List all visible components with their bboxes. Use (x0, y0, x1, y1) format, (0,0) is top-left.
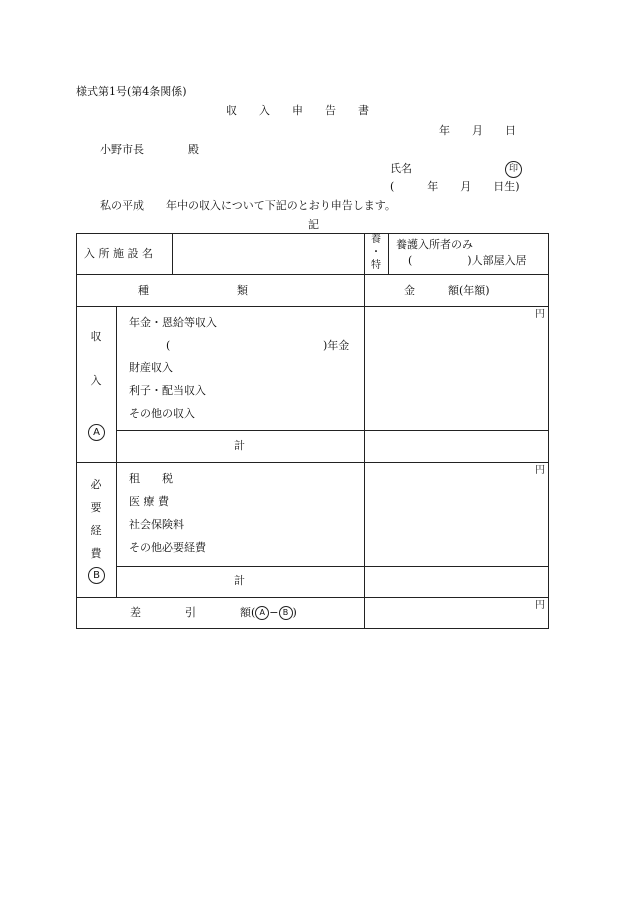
row-divider (116, 430, 549, 431)
expense-item-medical: 医 療 費 (129, 495, 169, 508)
declaration-text: 私の平成 年中の収入について下記のとおり申告します。 (100, 199, 396, 212)
category-header: 種 類 (138, 284, 248, 297)
income-item-pension: 年金・恩給等収入 (129, 316, 217, 329)
seal-mark: 印 (505, 161, 522, 178)
expense-item-tax: 租 税 (129, 472, 173, 485)
column-divider (116, 306, 117, 597)
row-divider (116, 566, 549, 567)
form-number: 様式第1号(第4条関係) (76, 85, 187, 98)
facility-label: 入 所 施 設 名 (84, 247, 153, 260)
circle-b-mark: B (88, 567, 105, 584)
facility-type: 養 ・ 特 (371, 234, 381, 271)
income-item-property: 財産収入 (129, 361, 173, 374)
facility-note-line2: ( )人部屋入居 (408, 254, 527, 267)
income-amount-field[interactable] (366, 308, 548, 428)
yen-unit: 円 (535, 465, 545, 476)
circle-a-mark: A (88, 424, 105, 441)
expenses-vertical-label: 必 要 経 費 (90, 478, 102, 560)
name-label: 氏名 (390, 162, 412, 175)
row-divider (76, 462, 549, 463)
income-subtotal-label: 計 (234, 439, 245, 452)
income-subtotal-field[interactable] (366, 432, 548, 460)
ki-heading: 記 (308, 218, 319, 231)
yen-unit: 円 (535, 600, 545, 611)
expense-item-insurance: 社会保険料 (129, 518, 184, 531)
yen-unit: 円 (535, 309, 545, 320)
circle-b-mark: B (279, 606, 293, 620)
amount-header: 金 額(年額) (404, 284, 490, 297)
income-item-other: その他の収入 (129, 407, 195, 420)
row-divider (76, 597, 549, 598)
difference-amount-field[interactable] (366, 600, 548, 627)
facility-note-line1: 養護入所者のみ (396, 238, 473, 251)
column-divider (388, 233, 389, 274)
income-item-interest: 利子・配当収入 (129, 384, 206, 397)
addressee: 小野市長 殿 (100, 143, 199, 156)
birth-date-line: ( 年 月 日生) (390, 180, 520, 193)
circle-a-mark: A (255, 606, 269, 620)
date-line: 年 月 日 (439, 124, 516, 137)
income-vertical-label: 収 入 (90, 330, 102, 387)
expenses-subtotal-field[interactable] (366, 568, 548, 596)
difference-label: 差 引 額( A − B ) (130, 606, 297, 619)
expenses-amount-field[interactable] (366, 464, 548, 564)
facility-name-field[interactable] (173, 235, 363, 273)
pension-type-open-paren: ( (166, 339, 171, 352)
document-title: 収 入 申 告 書 (226, 104, 369, 117)
pension-type-close-paren: )年金 (323, 339, 350, 352)
row-divider (76, 274, 549, 275)
column-divider (364, 233, 365, 629)
row-divider (76, 306, 549, 307)
expenses-subtotal-label: 計 (234, 574, 245, 587)
expense-item-other: その他必要経費 (129, 541, 206, 554)
